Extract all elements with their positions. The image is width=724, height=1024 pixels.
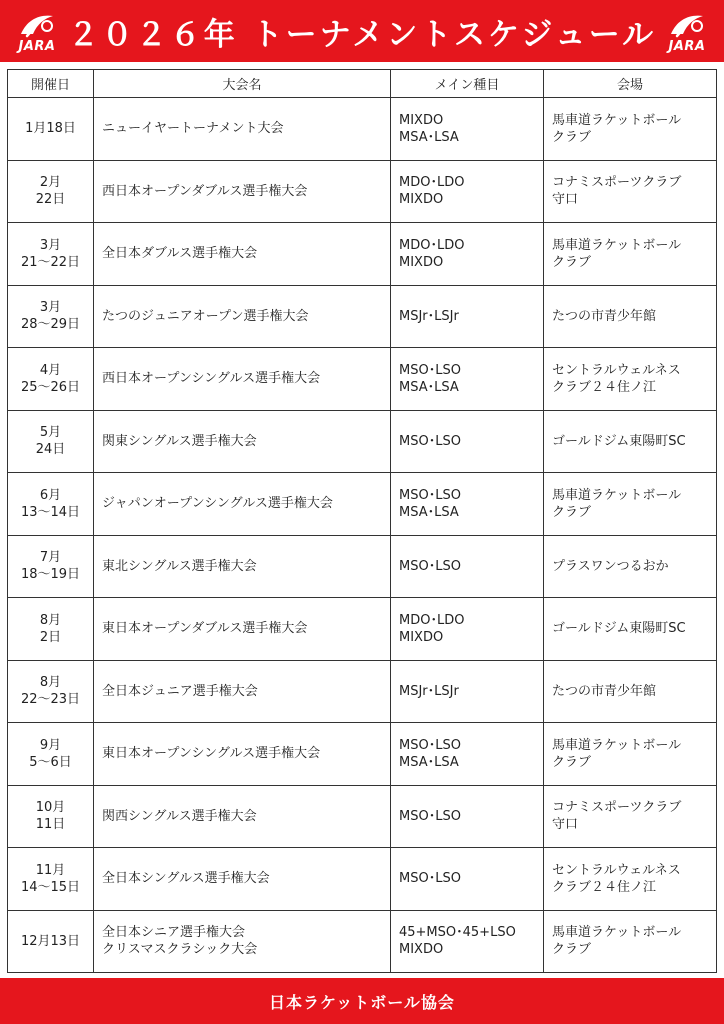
venue-cell <box>544 598 717 661</box>
tournament-name-cell <box>94 785 391 848</box>
venue-cell-line: コナミスポーツクラブ <box>552 175 682 191</box>
table-row <box>8 535 717 598</box>
event-cell-line: MSO･LSO <box>399 737 461 753</box>
table-row <box>8 660 717 723</box>
event-cell <box>391 410 544 473</box>
date-cell-line: 24日 <box>35 442 66 458</box>
date-cell-line: 1月18日 <box>25 121 76 137</box>
venue-cell-line: 馬車道ラケットボール <box>552 487 682 503</box>
event-cell <box>391 598 544 661</box>
date-cell-line: 11月 <box>35 862 66 878</box>
table-row <box>8 223 717 286</box>
date-cell-line: 8月 <box>39 675 62 691</box>
date-cell-line: 2日 <box>39 629 62 645</box>
date-cell <box>8 535 94 598</box>
date-cell-line: 22～23日 <box>20 692 81 708</box>
event-cell <box>391 848 544 911</box>
venue-cell-line: たつの市青少年館 <box>552 683 657 699</box>
venue-cell <box>544 285 717 348</box>
table-row <box>8 848 717 911</box>
tournament-name-cell-line: 全日本シニア選手権大会 <box>102 925 246 941</box>
event-cell-line: MSO･LSO <box>399 808 461 824</box>
tournament-name-cell-line: 西日本オープンダブルス選手権大会 <box>102 183 308 199</box>
event-cell-line: MDO･LDO <box>399 175 465 191</box>
tournament-name-cell <box>94 223 391 286</box>
event-cell-line: MIXDO <box>399 629 444 645</box>
tournament-name-cell <box>94 473 391 536</box>
table-header-row <box>8 70 717 98</box>
event-cell-line: MIXDO <box>399 254 444 270</box>
date-cell <box>8 160 94 223</box>
date-cell <box>8 285 94 348</box>
column-header-venue: 会場 <box>544 70 717 98</box>
jara-logo <box>660 6 714 54</box>
event-cell <box>391 535 544 598</box>
venue-cell <box>544 160 717 223</box>
date-cell-line: 2月 <box>39 175 62 191</box>
column-header-date: 開催日 <box>8 70 94 98</box>
event-cell-line: MSJr･LSJr <box>399 308 459 324</box>
venue-cell-line: クラブ <box>552 129 592 145</box>
event-cell <box>391 285 544 348</box>
venue-cell <box>544 910 717 973</box>
tournament-name-cell-line: 関東シングルス選手権大会 <box>102 433 257 449</box>
venue-cell <box>544 98 717 161</box>
tournament-name-cell-line: 関西シングルス選手権大会 <box>102 808 257 824</box>
tournament-name-cell <box>94 723 391 786</box>
tournament-name-cell-line: たつのジュニアオープン選手権大会 <box>102 308 309 324</box>
tournament-name-cell-line: ニューイヤートーナメント大会 <box>102 121 284 137</box>
event-cell-line: MSJr･LSJr <box>399 683 459 699</box>
date-cell-line: 25～26日 <box>20 379 81 395</box>
date-cell-line: 28～29日 <box>20 317 81 333</box>
date-cell-line: 13～14日 <box>20 504 81 520</box>
event-cell-line: MSO･LSO <box>399 362 461 378</box>
event-cell-line: MSO･LSO <box>399 433 461 449</box>
venue-cell-line: クラブ２４住ノ江 <box>552 379 657 395</box>
tournament-name-cell-line: 東日本オープンシングルス選手権大会 <box>102 746 321 762</box>
tournament-name-cell <box>94 410 391 473</box>
tournament-name-cell-line: 全日本シングルス選手権大会 <box>102 871 270 887</box>
tournament-name-cell-line: 全日本ジュニア選手権大会 <box>102 683 258 699</box>
event-cell-line: MDO･LDO <box>399 612 465 628</box>
venue-cell-line: セントラルウェルネス <box>552 862 681 878</box>
date-cell-line: 3月 <box>39 237 62 253</box>
venue-cell <box>544 660 717 723</box>
date-cell-line: 22日 <box>35 192 66 208</box>
event-cell-line: MSA･LSA <box>399 504 459 520</box>
venue-cell <box>544 535 717 598</box>
tournament-name-cell-line: クリスマスクラシック大会 <box>102 942 258 958</box>
schedule-body <box>8 98 717 973</box>
table-row <box>8 598 717 661</box>
event-cell <box>391 723 544 786</box>
event-cell <box>391 223 544 286</box>
jara-logo <box>10 6 64 54</box>
tournament-name-cell-line: 西日本オープンシングルス選手権大会 <box>102 371 321 387</box>
date-cell <box>8 723 94 786</box>
venue-cell-line: クラブ <box>552 754 592 770</box>
column-header-event: メイン種目 <box>391 70 544 98</box>
event-cell-line: MIXDO <box>399 112 444 128</box>
event-cell <box>391 98 544 161</box>
tournament-name-cell <box>94 848 391 911</box>
venue-cell <box>544 410 717 473</box>
venue-cell-line: 馬車道ラケットボール <box>552 925 682 941</box>
date-cell-line: 8月 <box>39 612 62 628</box>
event-cell-line: 45+MSO･45+LSO <box>399 925 516 941</box>
tournament-name-cell <box>94 348 391 411</box>
event-cell-line: MSO･LSO <box>399 487 461 503</box>
tournament-schedule-table <box>7 69 717 973</box>
table-row <box>8 98 717 161</box>
date-cell <box>8 660 94 723</box>
date-cell <box>8 785 94 848</box>
venue-cell-line: セントラルウェルネス <box>552 362 681 378</box>
venue-cell <box>544 223 717 286</box>
date-cell-line: 7月 <box>39 550 62 566</box>
logo-text: JARA <box>668 39 706 54</box>
event-cell <box>391 473 544 536</box>
date-cell <box>8 223 94 286</box>
table-row <box>8 410 717 473</box>
date-cell-line: 5月 <box>39 425 62 441</box>
event-cell-line: MSO･LSO <box>399 558 461 574</box>
jara-emblem-icon <box>667 10 707 40</box>
date-cell <box>8 410 94 473</box>
venue-cell-line: クラブ <box>552 254 592 270</box>
tournament-name-cell <box>94 285 391 348</box>
date-cell <box>8 98 94 161</box>
date-cell <box>8 348 94 411</box>
date-cell <box>8 473 94 536</box>
venue-cell-line: プラスワンつるおか <box>552 558 669 574</box>
table-row <box>8 910 717 973</box>
date-cell-line: 10月 <box>35 800 66 816</box>
venue-cell-line: 馬車道ラケットボール <box>552 237 682 253</box>
event-cell <box>391 660 544 723</box>
event-cell <box>391 160 544 223</box>
page-title: ２０２６年 トーナメントスケジュール <box>67 16 657 53</box>
venue-cell-line: たつの市青少年館 <box>552 308 657 324</box>
footer-banner <box>0 978 724 1024</box>
event-cell <box>391 910 544 973</box>
date-cell-line: 3月 <box>39 300 62 316</box>
tournament-name-cell <box>94 910 391 973</box>
date-cell-line: 12月13日 <box>20 933 81 949</box>
event-cell-line: MDO･LDO <box>399 237 465 253</box>
date-cell-line: 14～15日 <box>20 879 81 895</box>
event-cell <box>391 785 544 848</box>
table-row <box>8 723 717 786</box>
venue-cell-line: 守口 <box>552 192 579 208</box>
table-row <box>8 348 717 411</box>
event-cell <box>391 348 544 411</box>
venue-cell <box>544 348 717 411</box>
venue-cell-line: 馬車道ラケットボール <box>552 737 682 753</box>
venue-cell <box>544 785 717 848</box>
table-row <box>8 785 717 848</box>
event-cell-line: MSA･LSA <box>399 129 459 145</box>
tournament-name-cell-line: 東北シングルス選手権大会 <box>102 558 257 574</box>
date-cell <box>8 910 94 973</box>
jara-emblem-icon <box>17 10 57 40</box>
table-row <box>8 473 717 536</box>
date-cell-line: 18～19日 <box>20 567 81 583</box>
venue-cell-line: 馬車道ラケットボール <box>552 112 682 128</box>
tournament-name-cell <box>94 98 391 161</box>
table-row <box>8 160 717 223</box>
tournament-name-cell <box>94 160 391 223</box>
venue-cell-line: クラブ２４住ノ江 <box>552 879 657 895</box>
event-cell-line: MIXDO <box>399 192 444 208</box>
venue-cell <box>544 723 717 786</box>
event-cell-line: MIXDO <box>399 942 444 958</box>
venue-cell <box>544 473 717 536</box>
event-cell-line: MSO･LSO <box>399 871 461 887</box>
venue-cell-line: ゴールドジム東陽町SC <box>552 433 686 449</box>
column-header-name: 大会名 <box>94 70 391 98</box>
date-cell-line: 9月 <box>39 737 62 753</box>
header-banner <box>0 0 724 62</box>
organization-name: 日本ラケットボール協会 <box>269 992 455 1012</box>
venue-cell-line: 守口 <box>552 817 579 833</box>
event-cell-line: MSA･LSA <box>399 754 459 770</box>
date-cell-line: 6月 <box>39 487 62 503</box>
tournament-name-cell <box>94 598 391 661</box>
venue-cell <box>544 848 717 911</box>
venue-cell-line: コナミスポーツクラブ <box>552 800 682 816</box>
date-cell-line: 21～22日 <box>20 254 81 270</box>
venue-cell-line: クラブ <box>552 942 592 958</box>
logo-text: JARA <box>18 39 56 54</box>
event-cell-line: MSA･LSA <box>399 379 459 395</box>
date-cell <box>8 598 94 661</box>
date-cell-line: 11日 <box>35 817 66 833</box>
date-cell-line: 4月 <box>39 362 62 378</box>
venue-cell-line: ゴールドジム東陽町SC <box>552 621 686 637</box>
tournament-name-cell <box>94 660 391 723</box>
venue-cell-line: クラブ <box>552 504 592 520</box>
tournament-name-cell <box>94 535 391 598</box>
tournament-name-cell-line: 東日本オープンダブルス選手権大会 <box>102 621 308 637</box>
date-cell-line: 5～6日 <box>29 754 72 770</box>
tournament-name-cell-line: ジャパンオープンシングルス選手権大会 <box>102 496 333 512</box>
tournament-name-cell-line: 全日本ダブルス選手権大会 <box>102 246 258 262</box>
table-row <box>8 285 717 348</box>
date-cell <box>8 848 94 911</box>
